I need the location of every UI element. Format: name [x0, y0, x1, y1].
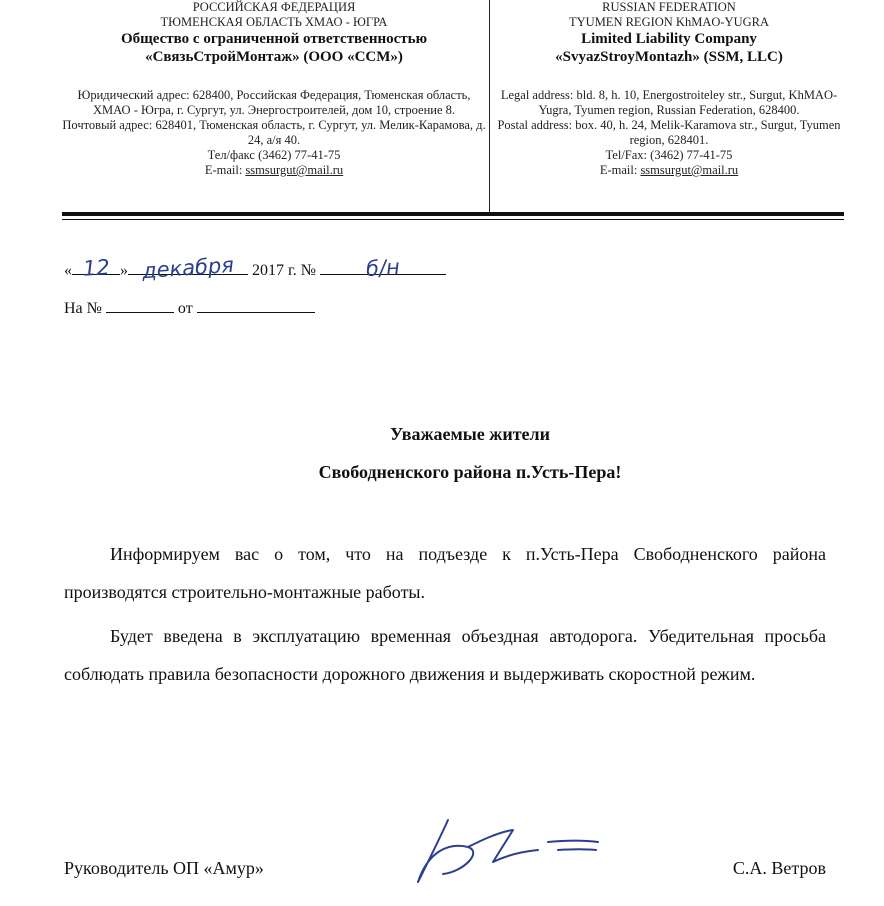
letterhead-rule-thin	[62, 219, 844, 220]
document-number-field	[320, 254, 446, 282]
legal-address-ru: Юридический адрес: 628400, Российская Федерация, Тюменская область, ХМАО - Югра, г. Сургут, ул. Энергостроителей, дом 10, строение 8.	[77, 88, 471, 117]
document-number-handwritten: б/н	[365, 254, 401, 282]
postal-address-ru: Почтовый адрес: 628401, Тюменская область, г. Сургут, ул. Мелик-Карамова, д. 24, а/я 40.	[62, 118, 486, 147]
email-label-en: E-mail:	[599, 163, 641, 177]
phone-en: Tel/Fax: (3462) 77-41-75	[605, 148, 733, 162]
country-ru: РОССИЙСКАЯ ФЕДЕРАЦИЯ	[192, 0, 356, 14]
company-name-ru-line1: Общество с ограниченной ответственностью	[120, 31, 428, 47]
reference-line	[64, 294, 315, 318]
reference-number-blank	[106, 294, 174, 313]
date-line	[64, 252, 446, 284]
date-close-quote: »	[120, 262, 128, 279]
country-en: RUSSIAN FEDERATION	[602, 0, 736, 14]
date-day-field	[72, 255, 120, 281]
reference-prefix: На №	[64, 300, 102, 317]
body-paragraph-2: Будет введена в эксплуатацию временная объездная автодорога. Убедительная просьба соблюдать правила безопасности дорожного движения и выдерживать скоростной режим.	[64, 626, 826, 684]
letterhead-column-divider	[489, 0, 490, 212]
letterhead-rule-thick	[62, 212, 844, 216]
region-ru: ТЮМЕНСКАЯ ОБЛАСТЬ ХМАО - ЮГРА	[160, 15, 388, 29]
date-month-handwritten: декабря	[141, 252, 235, 284]
email-row-ru	[60, 163, 488, 178]
email-label-ru: E-mail:	[204, 163, 246, 177]
company-name-en-line1: Limited Liability Company	[581, 31, 757, 47]
region-en: TYUMEN REGION KhMAO-YUGRA	[569, 15, 769, 29]
reference-date-blank	[197, 294, 315, 313]
legal-address-en: Legal address: bld. 8, h. 10, Energostroiteley str., Surgut, KhMAO-Yugra, Tyumen region, Russian Federation, 628400.	[500, 88, 838, 117]
email-row-en	[492, 163, 846, 178]
body-paragraph-1: Информируем вас о том, что на подъезде к п.Усть-Пера Свободненского района производятся строительно-монтажные работы.	[64, 544, 826, 602]
letterhead-russian	[60, 0, 488, 178]
handwritten-signature	[408, 812, 608, 892]
date-year-text: 2017 г. №	[252, 262, 317, 279]
email-link-en[interactable]: ssmsurgut@mail.ru	[640, 163, 739, 177]
signatory-name: С.А. Ветров	[732, 858, 826, 878]
letterhead	[60, 0, 846, 210]
company-name-ru-line2: «СвязьСтройМонтаж» (ООО «ССМ»)	[145, 49, 403, 65]
date-open-quote: «	[64, 262, 72, 279]
company-name-en-line2: «SvyazStroyMontazh» (SSM, LLC)	[555, 49, 783, 65]
greeting-line-1: Уважаемые жители	[389, 424, 551, 444]
date-day-handwritten: 12	[81, 255, 111, 281]
postal-address-en: Postal address: box. 40, h. 24, Melik-Karamova str., Surgut, Tyumen region, 628401.	[497, 118, 841, 147]
signatory-position: Руководитель ОП «Амур»	[64, 858, 264, 878]
phone-ru: Тел/факс (3462) 77-41-75	[207, 148, 341, 162]
reference-from: от	[177, 300, 193, 317]
letterhead-english	[492, 0, 846, 178]
greeting-line-2: Свободненского района п.Усть-Пера!	[318, 462, 622, 482]
date-month-field	[128, 252, 248, 284]
email-link-ru[interactable]: ssmsurgut@mail.ru	[245, 163, 344, 177]
